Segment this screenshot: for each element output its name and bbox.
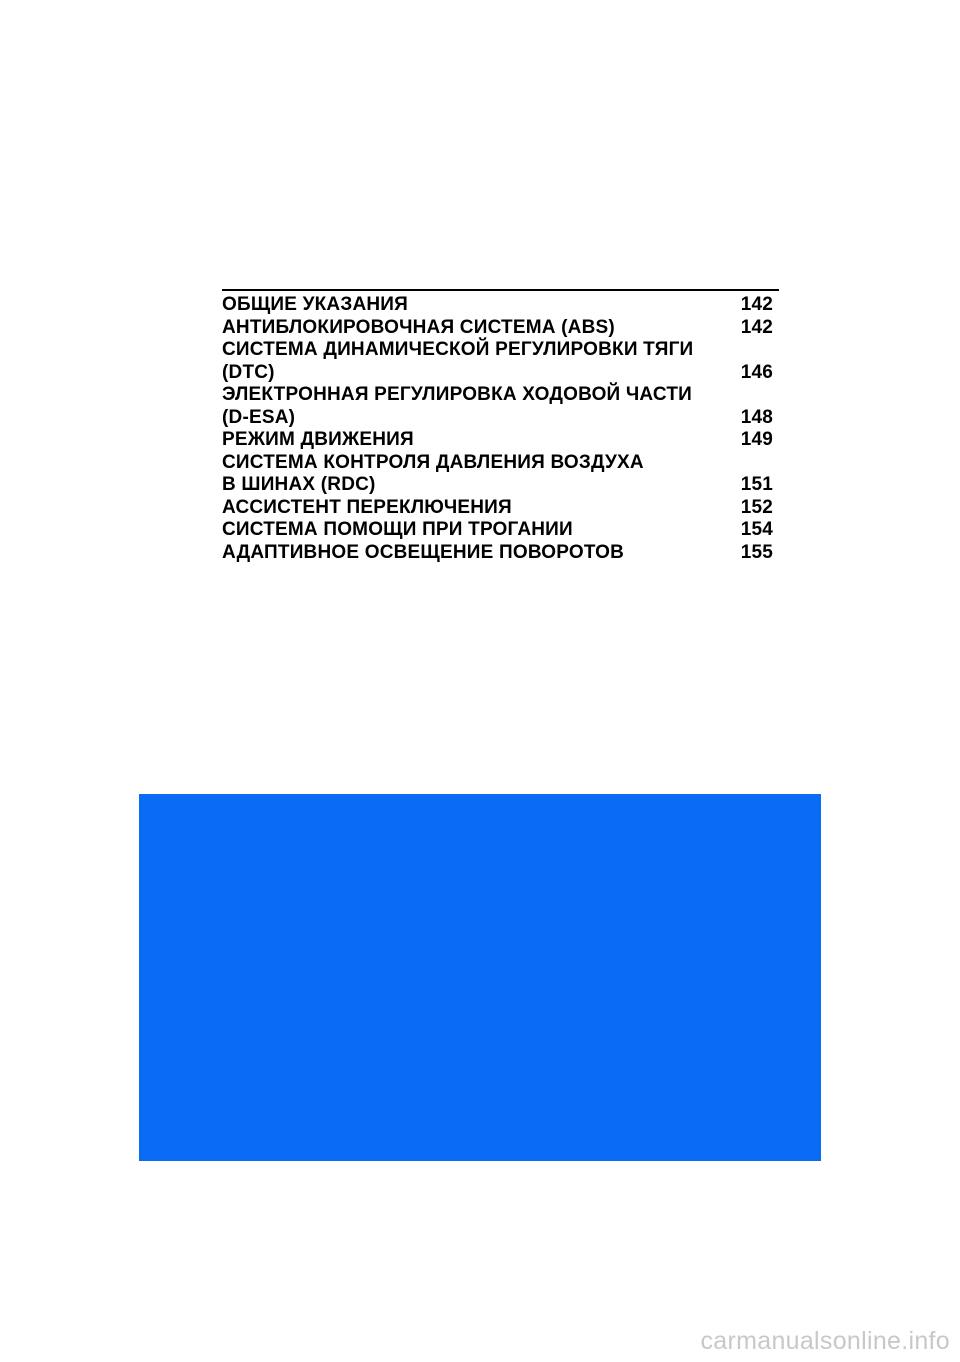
toc-line <box>222 407 779 430</box>
toc-entry-title: (D-ESA) <box>222 406 296 428</box>
toc-entry[interactable] <box>222 339 779 384</box>
toc-line <box>222 452 779 475</box>
toc-line <box>222 362 779 385</box>
toc-entry[interactable] <box>222 542 779 565</box>
toc-line <box>222 339 779 362</box>
toc-line <box>222 497 779 520</box>
toc-entry-page: 146 <box>740 361 773 383</box>
toc-entry-title: АССИСТЕНТ ПЕРЕКЛЮЧЕНИЯ <box>222 496 512 518</box>
toc-entry[interactable] <box>222 384 779 429</box>
toc-entry-title: (DTC) <box>222 361 275 383</box>
toc-line <box>222 519 779 542</box>
blue-panel <box>139 794 821 1161</box>
toc-entry-page: 152 <box>740 496 773 518</box>
toc-entry-page: 142 <box>740 294 773 315</box>
table-of-contents <box>222 289 779 564</box>
toc-entry-title: СИСТЕМА ПОМОЩИ ПРИ ТРОГАНИИ <box>222 519 573 540</box>
toc-list <box>222 294 779 564</box>
watermark-text: carmanualsonline.info <box>700 1327 950 1355</box>
toc-entry-title: СИСТЕМА ДИНАМИЧЕСКОЙ РЕГУЛИРОВКИ ТЯГИ <box>222 339 694 360</box>
toc-entry-title: АНТИБЛОКИРОВОЧНАЯ СИСТЕМА (ABS) <box>222 316 615 338</box>
toc-entry[interactable] <box>222 497 779 520</box>
toc-entry-title: РЕЖИМ ДВИЖЕНИЯ <box>222 429 414 450</box>
toc-entry-title: АДАПТИВНОЕ ОСВЕЩЕНИЕ ПОВОРОТОВ <box>222 541 625 563</box>
toc-line <box>222 429 779 452</box>
toc-entry[interactable] <box>222 429 779 452</box>
toc-line <box>222 542 779 565</box>
toc-line <box>222 384 779 407</box>
toc-entry-page: 148 <box>740 406 773 428</box>
toc-line <box>222 294 779 317</box>
toc-entry-title: В ШИНАХ (RDC) <box>222 474 376 495</box>
toc-entry[interactable] <box>222 317 779 340</box>
toc-entry-title: ЭЛЕКТРОННАЯ РЕГУЛИРОВКА ХОДОВОЙ ЧАСТИ <box>222 384 692 405</box>
toc-entry-page: 154 <box>740 519 773 540</box>
toc-line <box>222 317 779 340</box>
toc-entry[interactable] <box>222 519 779 542</box>
toc-entry-page: 149 <box>740 429 773 450</box>
toc-entry-title: ОБЩИЕ УКАЗАНИЯ <box>222 294 408 315</box>
toc-entry-title: СИСТЕМА КОНТРОЛЯ ДАВЛЕНИЯ ВОЗДУХА <box>222 451 644 473</box>
toc-entry-page: 151 <box>740 474 773 495</box>
toc-entry[interactable] <box>222 294 779 317</box>
toc-line <box>222 474 779 497</box>
toc-entry-page: 155 <box>740 541 773 563</box>
toc-entry-page: 142 <box>740 316 773 338</box>
toc-entry[interactable] <box>222 452 779 497</box>
